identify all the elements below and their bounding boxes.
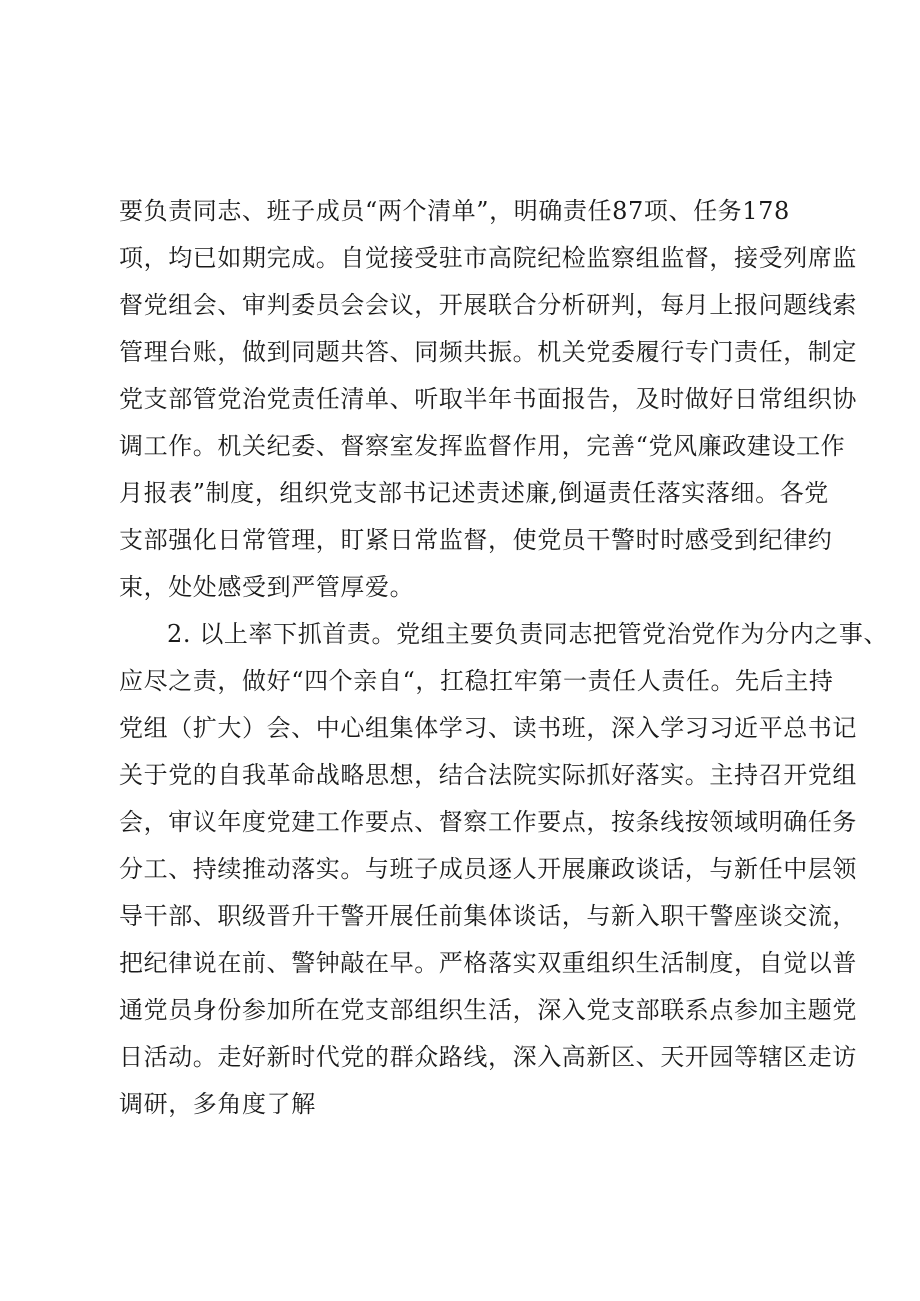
text-line-15: 分工、持续推动落实。与班子成员逐人开展廉政谈话，与新任中层领 (119, 855, 857, 883)
text-line-5: 党支部管党治党责任清单、听取半年书面报告，及时做好日常组织协 (119, 385, 857, 413)
text-line-2: 项，均已如期完成。自觉接受驻市高院纪检监察组监督，接受列席监 (119, 244, 857, 272)
text-line-16: 导干部、职级晋升干警开展任前集体谈话，与新入职干警座谈交流， (119, 902, 857, 930)
text-line-20: 调研，多角度了解 (119, 1090, 316, 1118)
text-line-6: 调工作。机关纪委、督察室发挥监督作用，完善“党风廉政建设工作 (119, 432, 846, 460)
text-line-4: 管理台账，做到同题共答、同频共振。机关党委履行专门责任，制定 (119, 338, 857, 366)
text-line-3: 督党组会、审判委员会会议，开展联合分析研判，每月上报问题线索 (119, 291, 857, 319)
text-line-7: 月报表”制度，组织党支部书记述责述廉,倒逼责任落实落细。各党 (119, 479, 829, 507)
text-line-13: 关于党的自我革命战略思想，结合法院实际抓好落实。主持召开党组 (119, 761, 857, 789)
text-line-11: 应尽之责，做好“四个亲自“，扛稳扛牢第一责任人责任。先后主持 (119, 667, 834, 695)
text-line-14: 会，审议年度党建工作要点、督察工作要点，按条线按领域明确任务 (119, 808, 857, 836)
text-line-12: 党组（扩大）会、中心组集体学习、读书班，深入学习习近平总书记 (119, 714, 857, 742)
text-line-17: 把纪律说在前、警钟敲在早。严格落实双重组织生活制度，自觉以普 (119, 949, 857, 977)
text-line-19: 日活动。走好新时代党的群众路线，深入高新区、天开园等辖区走访 (119, 1043, 857, 1071)
text-line-10: 2. 以上率下抓首责。党组主要负责同志把管党治党作为分内之事、 (167, 620, 889, 648)
text-line-9: 束，处处感受到严管厚爱。 (119, 573, 415, 601)
text-line-1: 要负责同志、班子成员“两个清单”，明确责任87项、任务178 (119, 197, 790, 225)
text-line-18: 通党员身份参加所在党支部组织生活，深入党支部联系点参加主题党 (119, 996, 857, 1024)
text-line-8: 支部强化日常管理，盯紧日常监督，使党员干警时时感受到纪律约 (119, 526, 833, 554)
